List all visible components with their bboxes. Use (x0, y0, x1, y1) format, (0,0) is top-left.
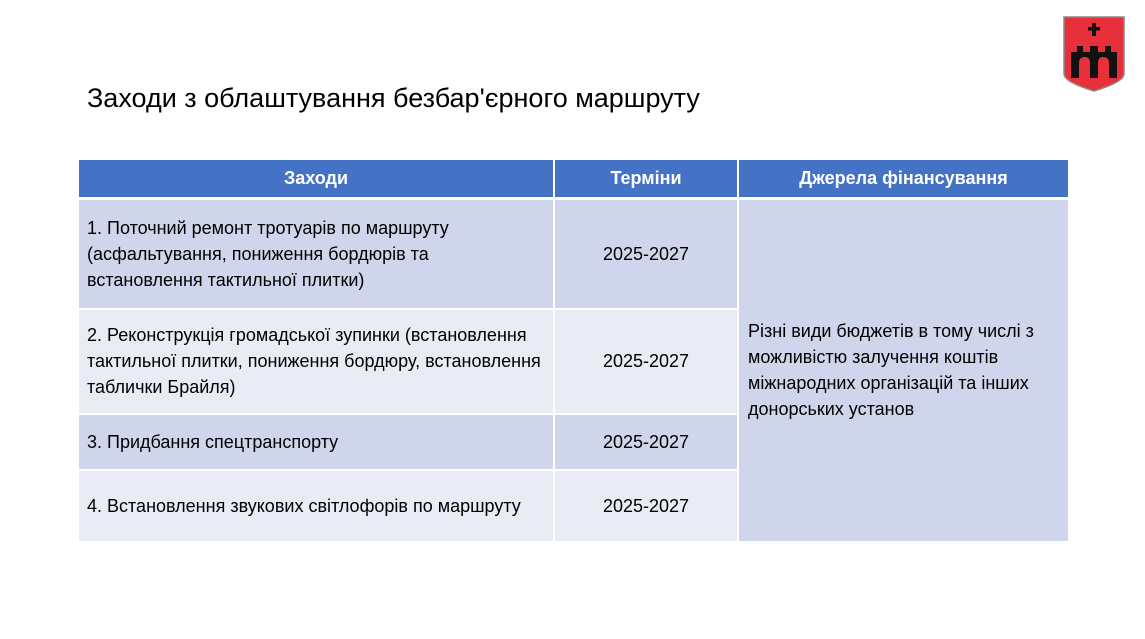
slide-title: Заходи з облаштування безбар'єрного маршруту (87, 83, 700, 113)
measure-cell: 3. Придбання спецтранспорту (79, 414, 554, 470)
table-row (79, 199, 1068, 309)
coat-of-arms-icon (1063, 16, 1125, 92)
measure-cell: 1. Поточний ремонт тротуарів по маршруту (асфальтування, пониження бордюрів та встановлення тактильної плитки) (79, 199, 554, 309)
header-terms: Терміни (554, 160, 738, 199)
measure-cell: 2. Реконструкція громадської зупинки (встановлення тактильної плитки, пониження бордюру, встановлення таблички Брайля) (79, 309, 554, 414)
table-header-row (79, 160, 1068, 199)
funding-cell: Різні види бюджетів в тому числі з можливістю залучення коштів міжнародних організацій та інших донорських установ (738, 199, 1068, 542)
measures-table (79, 160, 1068, 543)
header-funding: Джерела фінансування (738, 160, 1068, 199)
term-cell: 2025-2027 (554, 414, 738, 470)
term-cell: 2025-2027 (554, 199, 738, 309)
header-measures: Заходи (79, 160, 554, 199)
term-cell: 2025-2027 (554, 470, 738, 542)
measure-cell: 4. Встановлення звукових світлофорів по маршруту (79, 470, 554, 542)
term-cell: 2025-2027 (554, 309, 738, 414)
